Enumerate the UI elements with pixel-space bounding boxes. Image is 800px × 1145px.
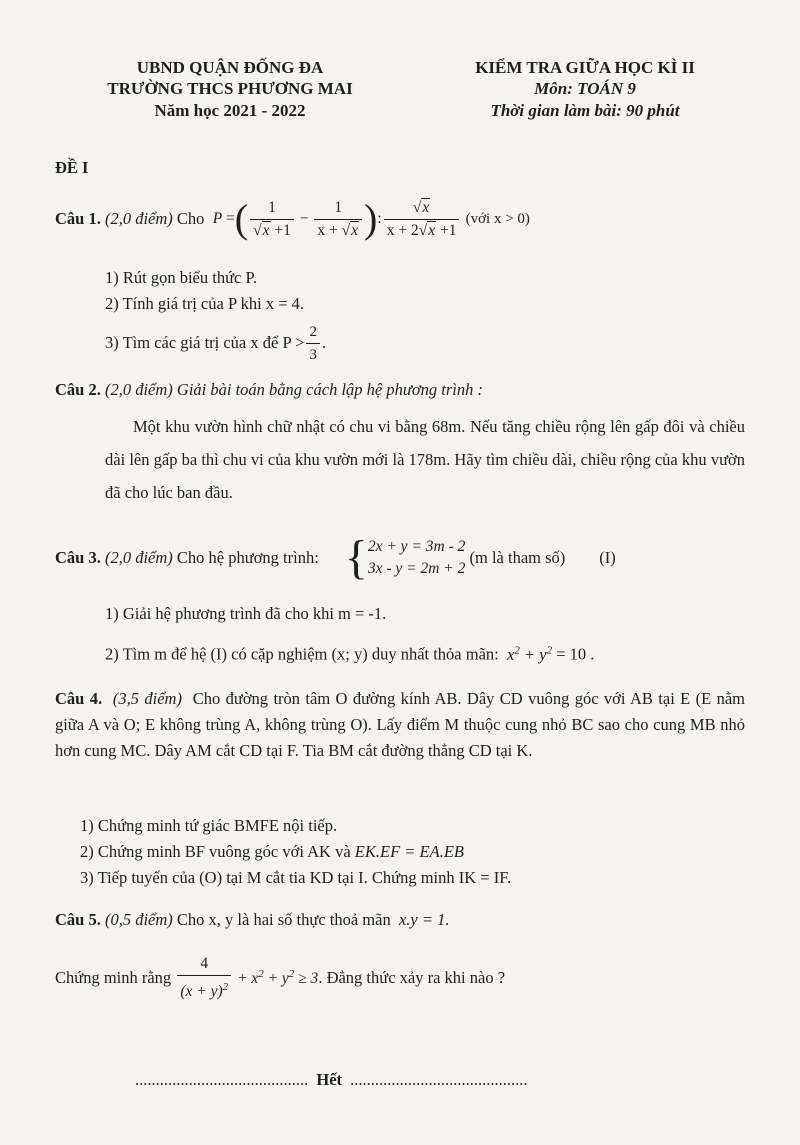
q5-intro: Cho x, y là hai số thực thoả mãn — [176, 910, 391, 929]
q2-instruction: Giải bài toán bằng cách lập hệ phương trình : — [176, 380, 483, 399]
q1-intro: Cho — [176, 209, 205, 228]
q5-rest-math: + $x^2 + y^2 \ge 3$ — [233, 967, 319, 988]
q3-system-label: (I) — [599, 548, 616, 567]
end-word: Hết — [316, 1070, 343, 1089]
question-4 — [55, 686, 745, 764]
q1-item-3-text: 3) Tìm các giá trị của x để P > — [105, 333, 305, 352]
q4-points: (3,5 điểm) — [112, 689, 182, 708]
q5-inequality — [55, 950, 505, 1006]
fraction-two-thirds: $\frac{2}{3}$ — [306, 323, 320, 364]
q1-item-2: 2) Tính giá trị của P khi x = 4. — [105, 294, 305, 313]
exam-code: ĐỀ I — [55, 158, 89, 177]
q2-text: Một khu vườn hình chữ nhật có chu vi bằng 68m. Nếu tăng chiều rộng lên gấp đôi và chiều dài lên gấp ba thì chu vi của khu vườn mới là 178m. Hãy tìm chiều dài, chiều rộng của khu vườn đã cho lúc ban đầu. — [105, 417, 745, 502]
footer-dots-right: ........................................... — [350, 1070, 528, 1089]
footer — [135, 1070, 528, 1090]
q5-condition: x.y = 1. — [398, 910, 450, 929]
district-name: UBND QUẬN ĐỐNG ĐA — [136, 58, 324, 77]
q5-points: (0,5 điểm) — [104, 910, 173, 929]
q3-label: Câu 3. — [55, 548, 101, 567]
q1-points: (2,0 điểm) — [104, 209, 173, 228]
q3-intro: Cho hệ phương trình: — [176, 548, 319, 567]
q2-label: Câu 2. — [55, 380, 101, 399]
q4-item-2-text: 2) Chứng minh BF vuông góc với AK và — [80, 842, 351, 861]
question-2 — [55, 380, 483, 400]
q3-condition-math: $x^2 + y^2$ — [507, 644, 553, 664]
q3-item-1: 1) Giải hệ phương trình đã cho khi m = -1. — [105, 604, 387, 623]
school-name: TRƯỜNG THCS PHƯƠNG MAI — [107, 79, 353, 98]
q2-problem-text — [105, 410, 745, 509]
exam-subject: Môn: TOÁN 9 — [534, 79, 636, 98]
q2-points: (2,0 điểm) — [104, 380, 173, 399]
equation-system — [368, 536, 466, 580]
q4-item-2-math: EK.EF = EA.EB — [354, 842, 464, 861]
q3-item-2: 2) Tìm m để hệ (I) có cặp nghiệm (x; y) duy nhất thỏa mãn: $x^2 + y^2 = 10$ . — [105, 644, 595, 664]
question-3 — [55, 530, 616, 586]
system-brace: { — [344, 531, 368, 584]
q5-fraction: $\frac{4}{(x + y)^2}$ — [177, 955, 231, 1001]
q3-param-note: (m là tham số) — [469, 548, 566, 567]
q4-item-3: 3) Tiếp tuyến của (O) tại M cắt tia KD tại I. Chứng minh IK = IF. — [80, 868, 512, 887]
school-year: Năm học 2021 - 2022 — [154, 101, 306, 120]
q4-label: Câu 4. — [55, 689, 103, 708]
equation-1: 2x + y = 3m - 2 — [367, 538, 466, 555]
footer-dots-left: .......................................... — [135, 1070, 309, 1089]
q4-item-2 — [80, 842, 464, 862]
q5-tail: . Đẳng thức xảy ra khi nào ? — [318, 968, 506, 987]
q4-text: Cho đường tròn tâm O đường kính AB. Dây CD vuông góc với AB tại E (E nằm giữa A và O; E không trùng A, không trùng O). Lấy điểm M thuộc cung nhỏ BC sao cho cung MB nhỏ hơn cung MC. Dây AM cắt CD tại F. Tia BM cắt đường thẳng CD tại K. — [55, 689, 745, 760]
q3-points: (2,0 điểm) — [104, 548, 173, 567]
exam-time: Thời gian làm bài: 90 phút — [490, 101, 680, 120]
question-1 — [55, 194, 530, 244]
q1-item-1: 1) Rút gọn biểu thức P. — [105, 268, 257, 287]
q1-item-3: 3) Tìm các giá trị của x để P > $\frac{2}{3}$ . — [105, 323, 327, 363]
q5-prove-text: Chứng minh rằng — [55, 968, 172, 987]
q1-expression: P = ( $\frac{1}{√x +1}$ − $\frac{1}{x + √x}$ ) : $\frac{√x}{x + 2√x +1}$ — [213, 199, 462, 240]
equation-2: 3x - y = 2m + 2 — [367, 560, 466, 577]
q3-item-2-text: 2) Tìm m để hệ (I) có cặp nghiệm (x; y) duy nhất thỏa mãn: — [105, 644, 499, 664]
exam-title: KIỂM TRA GIỮA HỌC KÌ II — [475, 58, 695, 77]
q1-label: Câu 1. — [55, 209, 101, 228]
question-5 — [55, 910, 450, 930]
q4-item-1: 1) Chứng minh tứ giác BMFE nội tiếp. — [80, 816, 338, 835]
q1-condition: (với x > 0) — [465, 210, 530, 227]
q5-label: Câu 5. — [55, 910, 101, 929]
